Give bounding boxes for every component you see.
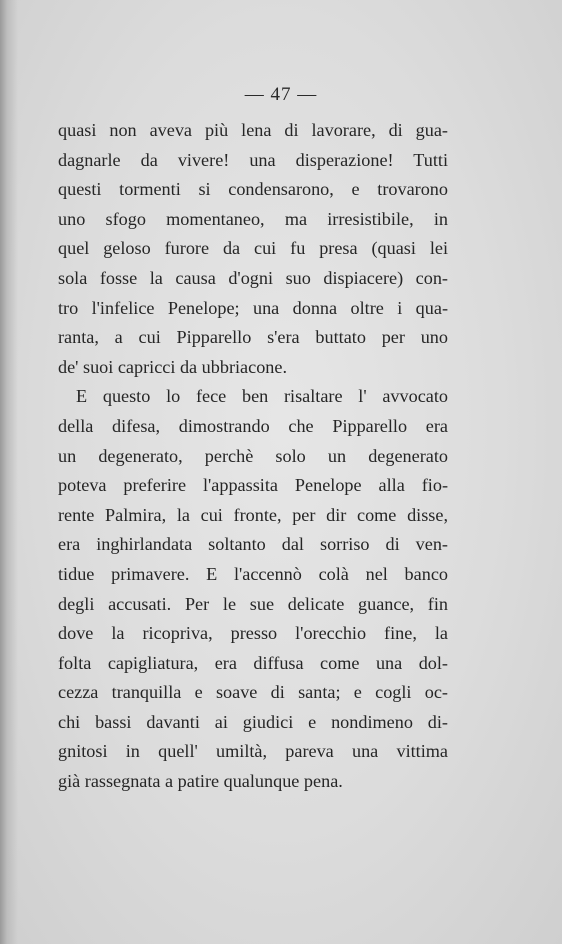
text-line: un degenerato, perchè solo un degenerato [58,445,448,466]
text-line: tro l'infelice Penelope; una donna oltre i qua- [58,297,448,318]
text-line: era inghirlandata soltanto dal sorriso di ven- [58,534,448,555]
text-line: ranta, a cui Pipparello s'era buttato per uno [58,327,448,348]
text-line: già rassegnata a patire qualunque pena. [58,771,343,792]
text-line: quasi non aveva più lena di lavorare, di gua- [58,120,448,140]
text-line: gnitosi in quell' umiltà, pareva una vittima [58,741,448,762]
text-line: chi bassi davanti ai giudici e nondimeno di- [58,711,448,732]
text-line: degli accusati. Per le sue delicate guance, fin [58,593,448,614]
page-binding-shadow [0,0,18,944]
text-line: de' suoi capricci da ubbriacone. [58,356,288,377]
text-line: sola fosse la causa d'ogni suo dispiacere) con- [58,267,448,288]
body-text [58,116,448,797]
text-line: E questo lo fece ben risaltare l' avvocato [76,386,448,407]
text-line: rente Palmira, la cui fronte, per dir come disse, [58,504,448,525]
text-line: della difesa, dimostrando che Pipparello era [58,415,448,436]
text-line: uno sfogo momentaneo, ma irresistibile, in [58,208,448,229]
text-line: questi tormenti si condensarono, e trovarono [58,179,448,200]
text-line: tidue primavere. E l'accennò colà nel banco [58,563,448,584]
text-line: dove la ricopriva, presso l'orecchio fine, la [58,623,448,644]
text-line: quel geloso furore da cui fu presa (quasi lei [58,238,448,259]
text-line: folta capigliatura, era diffusa come una dol- [58,652,448,673]
text-line: dagnarle da vivere! una disperazione! Tutti [58,149,448,170]
text-line: cezza tranquilla e soave di santa; e cogli oc- [58,682,448,703]
page-number: — 47 — [244,84,318,105]
text-line: poteva preferire l'appassita Penelope alla fio- [58,475,448,496]
